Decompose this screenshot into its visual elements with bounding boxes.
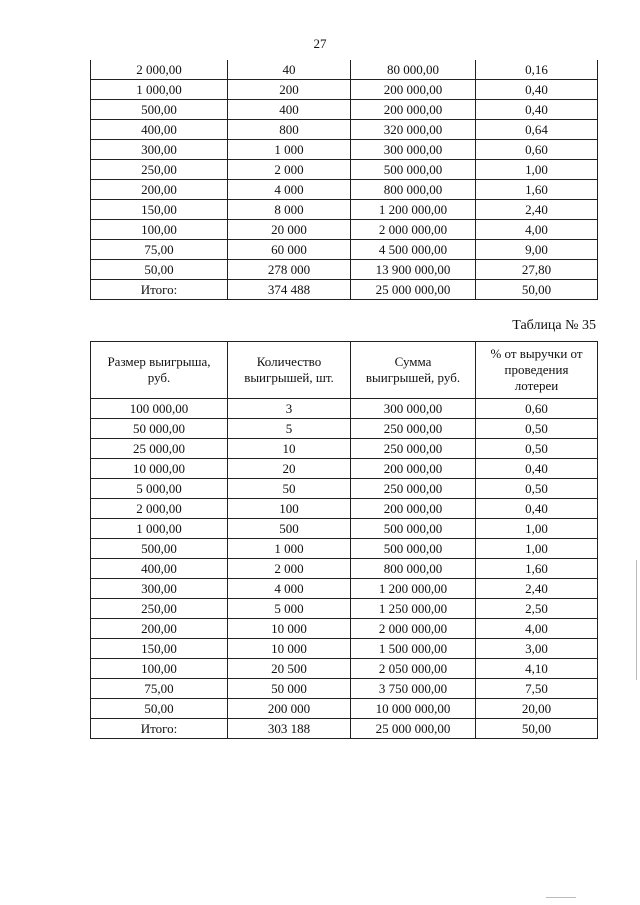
table-row	[91, 479, 598, 499]
table-row	[91, 140, 598, 160]
table-cell: 4 500 000,00	[351, 240, 476, 260]
table-row	[91, 399, 598, 419]
table-cell: 10 000	[228, 639, 351, 659]
table-cell: 0,64	[476, 120, 598, 140]
table-cell: 8 000	[228, 200, 351, 220]
prize-table-35	[90, 341, 598, 739]
table-cell: 20,00	[476, 699, 598, 719]
header-prize-amount: Размер выигрыша, руб.	[91, 342, 228, 399]
header-prize-sum: Сумма выигрышей, руб.	[351, 342, 476, 399]
table-cell: 20	[228, 459, 351, 479]
table-row	[91, 539, 598, 559]
table-cell: 300 000,00	[351, 399, 476, 419]
table-cell: 200 000,00	[351, 499, 476, 519]
table-row	[91, 559, 598, 579]
table-cell: 500,00	[91, 100, 228, 120]
table-cell: 3 750 000,00	[351, 679, 476, 699]
header-prize-count: Количество выигрышей, шт.	[228, 342, 351, 399]
table-cell: 250,00	[91, 160, 228, 180]
table-row	[91, 280, 598, 300]
table-cell: 500	[228, 519, 351, 539]
table-cell: 300,00	[91, 579, 228, 599]
table-cell: 100 000,00	[91, 399, 228, 419]
table-cell: 374 488	[228, 280, 351, 300]
table-cell: 200 000	[228, 699, 351, 719]
table-cell: 800	[228, 120, 351, 140]
table-cell: 25 000,00	[91, 439, 228, 459]
table-35-title: Таблица № 35	[512, 318, 596, 333]
table-cell: 60 000	[228, 240, 351, 260]
table-cell: 400	[228, 100, 351, 120]
table-cell: 250 000,00	[351, 479, 476, 499]
table-cell: 1 000	[228, 140, 351, 160]
table-cell: 200,00	[91, 180, 228, 200]
table-cell: 1 250 000,00	[351, 599, 476, 619]
table-cell: 0,60	[476, 399, 598, 419]
table-row	[91, 260, 598, 280]
table-cell: 2,40	[476, 200, 598, 220]
table-cell: 1,00	[476, 160, 598, 180]
table-cell: 2 000	[228, 160, 351, 180]
table-row	[91, 180, 598, 200]
table-cell: 150,00	[91, 639, 228, 659]
table-cell: 4,00	[476, 619, 598, 639]
table-cell: 7,50	[476, 679, 598, 699]
table-cell: 2 000 000,00	[351, 220, 476, 240]
table-cell: 1,60	[476, 180, 598, 200]
table-row	[91, 579, 598, 599]
table-cell: 50,00	[476, 280, 598, 300]
table-row	[91, 639, 598, 659]
table-cell: 1 000,00	[91, 80, 228, 100]
table-row	[91, 100, 598, 120]
table-row	[91, 619, 598, 639]
table-cell: 10 000,00	[91, 459, 228, 479]
table-cell: 500 000,00	[351, 539, 476, 559]
table-cell: 3	[228, 399, 351, 419]
table-row	[91, 80, 598, 100]
table-row	[91, 599, 598, 619]
table-cell: 200 000,00	[351, 459, 476, 479]
table-cell: 0,16	[476, 60, 598, 80]
table-cell: 200 000,00	[351, 80, 476, 100]
table-cell: 10 000 000,00	[351, 699, 476, 719]
table-cell: 27,80	[476, 260, 598, 280]
table-cell: 20 500	[228, 659, 351, 679]
table-cell: 2 000	[228, 559, 351, 579]
table-cell: Итого:	[91, 719, 228, 739]
table-cell: 0,60	[476, 140, 598, 160]
table-cell: 40	[228, 60, 351, 80]
table-cell: 50,00	[476, 719, 598, 739]
table-cell: 400,00	[91, 559, 228, 579]
table-cell: 2 000 000,00	[351, 619, 476, 639]
table-cell: 1 000,00	[91, 519, 228, 539]
table-row	[91, 499, 598, 519]
table-row	[91, 659, 598, 679]
table-cell: 50	[228, 479, 351, 499]
table-cell: 1,00	[476, 519, 598, 539]
table-row	[91, 439, 598, 459]
table-cell: 80 000,00	[351, 60, 476, 80]
table-cell: 150,00	[91, 200, 228, 220]
table-cell: 4,10	[476, 659, 598, 679]
table-cell: 50 000,00	[91, 419, 228, 439]
table-cell: 2 050 000,00	[351, 659, 476, 679]
table-cell: 500,00	[91, 539, 228, 559]
table-cell: 13 900 000,00	[351, 260, 476, 280]
table-row	[91, 220, 598, 240]
table-header-row	[91, 342, 598, 399]
scan-artifact	[546, 897, 576, 898]
table-cell: 250 000,00	[351, 439, 476, 459]
table-row	[91, 240, 598, 260]
table-row	[91, 719, 598, 739]
scan-artifact	[636, 560, 637, 680]
table-row	[91, 60, 598, 80]
table-35-body	[91, 399, 598, 739]
table-cell: Итого:	[91, 280, 228, 300]
table-cell: 25 000 000,00	[351, 719, 476, 739]
table-cell: 2 000,00	[91, 60, 228, 80]
table-cell: 4,00	[476, 220, 598, 240]
table-cell: 250 000,00	[351, 419, 476, 439]
table-cell: 4 000	[228, 579, 351, 599]
table-cell: 320 000,00	[351, 120, 476, 140]
table-cell: 1,60	[476, 559, 598, 579]
table-cell: 1 000	[228, 539, 351, 559]
table-cell: 200 000,00	[351, 100, 476, 120]
table-cell: 200	[228, 80, 351, 100]
table-cell: 3,00	[476, 639, 598, 659]
table-row	[91, 120, 598, 140]
header-revenue-percent: % от выручки от проведения лотереи	[476, 342, 598, 399]
table-cell: 500 000,00	[351, 519, 476, 539]
table-cell: 278 000	[228, 260, 351, 280]
table-cell: 2,40	[476, 579, 598, 599]
table-row	[91, 679, 598, 699]
table-cell: 300,00	[91, 140, 228, 160]
table-cell: 20 000	[228, 220, 351, 240]
page-number: 27	[313, 36, 327, 51]
table-cell: 1 500 000,00	[351, 639, 476, 659]
table-cell: 0,50	[476, 479, 598, 499]
table-cell: 0,50	[476, 419, 598, 439]
table-cell: 50 000	[228, 679, 351, 699]
table-cell: 10 000	[228, 619, 351, 639]
table-cell: 1,00	[476, 539, 598, 559]
table-cell: 5 000	[228, 599, 351, 619]
table-cell: 300 000,00	[351, 140, 476, 160]
table-cell: 5 000,00	[91, 479, 228, 499]
table-cell: 500 000,00	[351, 160, 476, 180]
table-cell: 10	[228, 439, 351, 459]
table-cell: 100	[228, 499, 351, 519]
continued-table-body	[91, 60, 598, 300]
table-cell: 200,00	[91, 619, 228, 639]
table-cell: 100,00	[91, 220, 228, 240]
table-cell: 2,50	[476, 599, 598, 619]
table-cell: 0,40	[476, 459, 598, 479]
table-cell: 0,40	[476, 100, 598, 120]
table-cell: 0,40	[476, 499, 598, 519]
table-cell: 2 000,00	[91, 499, 228, 519]
table-cell: 303 188	[228, 719, 351, 739]
table-cell: 0,50	[476, 439, 598, 459]
table-row	[91, 699, 598, 719]
table-cell: 25 000 000,00	[351, 280, 476, 300]
table-cell: 0,40	[476, 80, 598, 100]
table-cell: 50,00	[91, 260, 228, 280]
table-cell: 75,00	[91, 679, 228, 699]
continued-prize-table	[90, 60, 598, 300]
table-cell: 75,00	[91, 240, 228, 260]
table-row	[91, 459, 598, 479]
table-cell: 100,00	[91, 659, 228, 679]
table-cell: 5	[228, 419, 351, 439]
table-row	[91, 519, 598, 539]
table-row	[91, 419, 598, 439]
table-cell: 4 000	[228, 180, 351, 200]
table-cell: 400,00	[91, 120, 228, 140]
table-row	[91, 200, 598, 220]
table-cell: 800 000,00	[351, 180, 476, 200]
table-cell: 50,00	[91, 699, 228, 719]
table-cell: 1 200 000,00	[351, 200, 476, 220]
table-cell: 250,00	[91, 599, 228, 619]
table-cell: 1 200 000,00	[351, 579, 476, 599]
table-cell: 800 000,00	[351, 559, 476, 579]
table-cell: 9,00	[476, 240, 598, 260]
table-row	[91, 160, 598, 180]
